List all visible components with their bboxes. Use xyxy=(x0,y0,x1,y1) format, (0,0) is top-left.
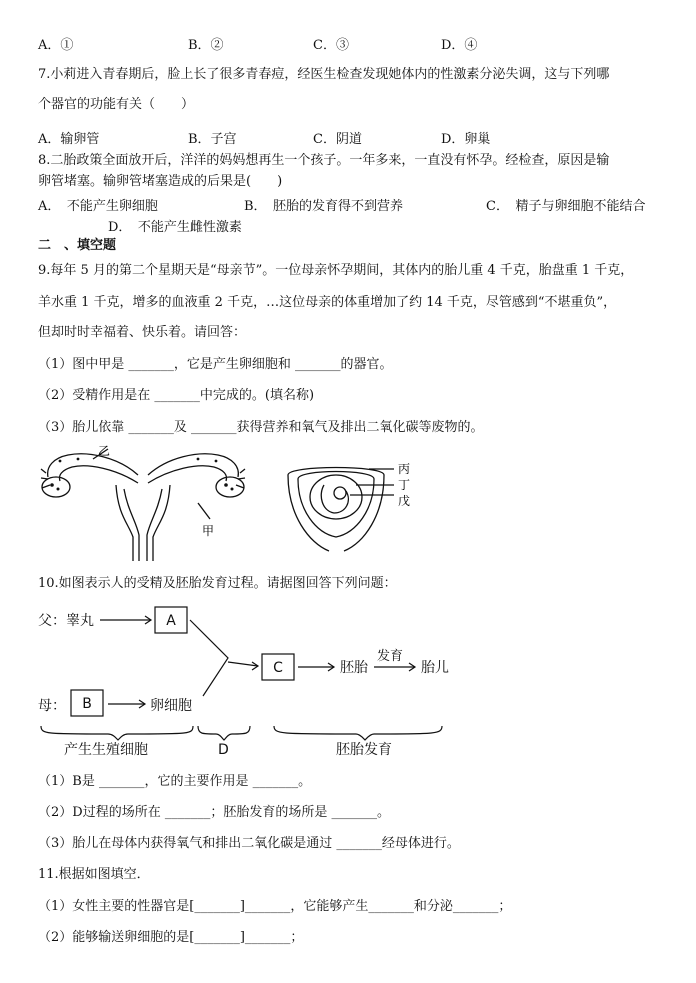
q11-sub1: （1）女性主要的性器官是[_______]_______，它能够产生_______和分泌_______； xyxy=(38,899,512,914)
box-c-label: C xyxy=(273,660,283,676)
section-title: 二 、填空题 xyxy=(38,238,117,253)
q8-option-b: B． 胚胎的发育得不到营养 xyxy=(244,199,404,214)
brace1-label: 产生生殖细胞 xyxy=(64,742,148,758)
q7-stem-line2: 个器官的功能有关（ ） xyxy=(38,97,195,112)
label-bing: 丙 xyxy=(398,462,411,476)
q7-option-a: A．输卵管 xyxy=(38,132,100,147)
q8-stem-line2: 卵管堵塞。输卵管堵塞造成的后果是( ) xyxy=(38,174,283,189)
q6-option-d: D．④ xyxy=(441,38,478,53)
q8-stem-line1: 8.二胎政策全面放开后，洋洋的妈妈想再生一个孩子。一年多来，一直没有怀孕。经检查，原因是输 xyxy=(38,153,610,168)
q9-sub3: （3）胎儿依靠 _______及 _______获得营养和氧气及排出二氧化碳等废物的。 xyxy=(38,420,484,435)
fetus-label: 胎儿 xyxy=(421,660,449,676)
q6-option-a: A．① xyxy=(38,38,74,53)
develop-label: 发育 xyxy=(377,649,404,664)
q11-sub2: （2）能够输送卵细胞的是[_______]_______； xyxy=(38,930,304,945)
q10-sub3: （3）胎儿在母体内获得氧气和排出二氧化碳是通过 _______经母体进行。 xyxy=(38,836,460,851)
uterus-figure xyxy=(38,445,248,563)
brace3-label: 胚胎发育 xyxy=(336,742,392,758)
egg-label: 卵细胞 xyxy=(150,698,192,714)
mother-label: 母： xyxy=(38,698,66,714)
q9-stem-line3: 但却时时幸福着、快乐着。请回答： xyxy=(38,325,247,340)
box-a-label: A xyxy=(166,613,176,629)
q6-option-b: B．② xyxy=(188,38,224,53)
label-ding: 丁 xyxy=(398,478,411,492)
q9-sub2: （2）受精作用是在 _______中完成的。(填名称) xyxy=(38,388,315,403)
q7-option-c: C．阴道 xyxy=(313,132,362,147)
q7-stem-line1: 7.小莉进入青春期后，脸上长了很多青春痘，经医生检查发现她体内的性激素分泌失调，这与下列哪 xyxy=(38,67,610,82)
brace2-label: D xyxy=(218,742,229,758)
q9-stem-line1: 9.每年 5 月的第二个星期天是“母亲节”。一位母亲怀孕期间，其体内的胎儿重 4 千克，胎盘重 1 千克， xyxy=(38,263,634,278)
q9-sub1: （1）图中甲是 _______，它是产生卵细胞和 _______的器官。 xyxy=(38,357,393,372)
q9-stem-line2: 羊水重 1 千克，增多的血液重 2 千克，…这位母亲的体重增加了约 14 千克，尽管感到“不堪重负”， xyxy=(38,295,617,310)
fertilization-diagram xyxy=(38,600,468,765)
label-jia: 甲 xyxy=(202,524,215,538)
q10-sub2: （2）D过程的场所在 _______；胚胎发育的场所是 _______。 xyxy=(38,805,390,820)
q11-stem: 11.根据如图填空． xyxy=(38,867,150,882)
label-wu: 戊 xyxy=(398,494,411,508)
label-yi: 乙 xyxy=(98,445,111,458)
father-label: 父：睾丸 xyxy=(38,613,94,629)
q7-option-d: D．卵巢 xyxy=(441,132,491,147)
box-b-label: B xyxy=(82,696,92,712)
q10-sub1: （1）B是 _______，它的主要作用是 _______。 xyxy=(38,774,312,789)
q8-option-c: C． 精子与卵细胞不能结合 xyxy=(486,199,646,214)
embryo-label: 胚胎 xyxy=(340,660,368,676)
q8-option-a: A． 不能产生卵细胞 xyxy=(38,199,158,214)
q10-stem: 10.如图表示人的受精及胚胎发育过程。请据图回答下列问题： xyxy=(38,576,397,591)
q6-option-c: C．③ xyxy=(313,38,349,53)
fetus-figure xyxy=(284,455,424,555)
q7-option-b: B．子宫 xyxy=(188,132,237,147)
q8-option-d: D． 不能产生雌性激素 xyxy=(108,220,242,235)
